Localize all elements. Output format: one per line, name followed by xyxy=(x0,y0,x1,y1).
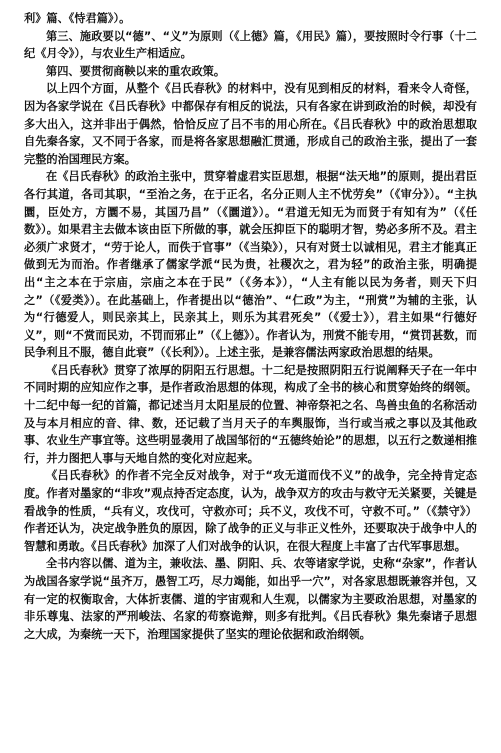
paragraph-war: 《吕氏春秋》的作者不完全反对战争，对于“攻无道而伐不义”的战争，完全持肯定态度。作者对墨家的“非攻”观点持否定态度，认为，战争双方的攻击与救守无关紧要，关键是看战争的性质，“兵有义，攻伐可，守救亦可；兵不义，攻伐不可，守救不可。”（《禁守》）作者还认为，决定战争胜负的原因，除了战争的正义与非正义性外，还要取决于战争中人的智慧和勇敢。《吕氏春秋》加深了人们对战争的认识，在很大程度上丰富了古代军事思想。 xyxy=(24,469,477,553)
paragraph-summary: 以上四个方面，从整个《吕氏春秋》的材料中，没有见到相反的材料，看来令人奇怪，因为各家学说在《吕氏春秋》中都保存有相反的说法，只有各家在讲到政治的时候，却没有多大出入，这并非出于偶然，恰恰反应了吕不韦的用心所在。《吕氏春秋》中的政治思想取自先秦各家，又不同于各家，而是将各家思想融汇贯通，形成自己的政治主张，提出了一套完整的治国理民方案。 xyxy=(24,82,477,166)
paragraph-continuation: 利》篇、《恃君篇》）。 xyxy=(24,12,131,25)
paragraph-governance: 在《吕氏春秋》的政治主张中，贯穿着虚君实臣思想，根据“法天地”的原则，提出君臣各行其道，各司其职，“至治之务，在于正名，名分正则人主不忧劳矣”（《审分》）。“主执圜，臣处方，方圜不易，其国乃昌”（《圜道》）。“君道无知无为而贤于有知有为”（《任数》）。如果君主去做本该由臣下所做的事，就会压抑臣下的聪明才智，势必多所不及。君主必须广求贤才，“劳于论人，而佚于官事”（《当染》），只有对贤士以诚相见，君主才能真正做到无为而治。作者继承了儒家学派“民为贵，社稷次之，君为轻”的政治主张，明确提出“主之本在于宗庙，宗庙之本在于民”（《务本》），“人主有能以民为务者，则天下归之”（《爱类》）。在此基础上，作者提出以“德治”、“仁政”为主，“刑赏”为辅的主张，认为“行德爱人，则民亲其上，民亲其上，则乐为其君死矣”（《爱士》），君主如果“行德好义”，则“不赏而民劝，不罚而邪止”（《上德》）。作者认为，刑赏不能专用，“赏罚甚数，而民争利且不服，德自此衰”（《长利》）。上述主张，是兼容儒法两家政治思想的结果。 xyxy=(24,170,477,360)
paragraph-conclusion: 全书内容以儒、道为主，兼收法、墨、阴阳、兵、农等诸家学说，史称“杂家”，作者认为战国各家学说“虽齐万，愚智工巧，尽力竭能，如出乎一穴”，对各家思想既兼容并包，又有一定的权衡取舍，大体折衷儒、道的宇宙观和人生观，以儒家为主要政治思想，对墨家的非乐尊鬼、法家的严刑峻法、名家的苟察诡辩，则多有批判。《吕氏春秋》集先秦诸子思想之大成，为秦统一天下，治理国家提供了坚实的理论依据和政治纲领。 xyxy=(24,557,477,641)
paragraph-point-three: 第三、施政要以“德”、“义”为原则（《上德》篇，《用民》篇），要按照时令行事（十二纪《月令》），与农业生产相适应。 xyxy=(24,29,477,61)
paragraph-point-four: 第四、要贯彻商鞅以来的重农政策。 xyxy=(46,64,226,78)
paragraph-yinyang: 《吕氏春秋》贯穿了浓厚的阴阳五行思想。十二纪是按照阴阳五行说阐释天子在一年中不同时期的应知应作之事，是作者政治思想的体现，构成了全书的核心和贯穿始终的纲领。十二纪中每一纪的首篇，都记述当月太阳星辰的位置、神帝祭祀之名、鸟兽虫鱼的名称活动及与本月相应的音、律、数，还记载了当月天子的车舆服饰，当行或当戒之事以及其他政事、农业生产事宜等。这些明显袭用了战国邹衍的“五德终始论”的思想，以五行之数递相推行，并力图把人事与天地自然的变化对应起来。 xyxy=(24,363,477,465)
